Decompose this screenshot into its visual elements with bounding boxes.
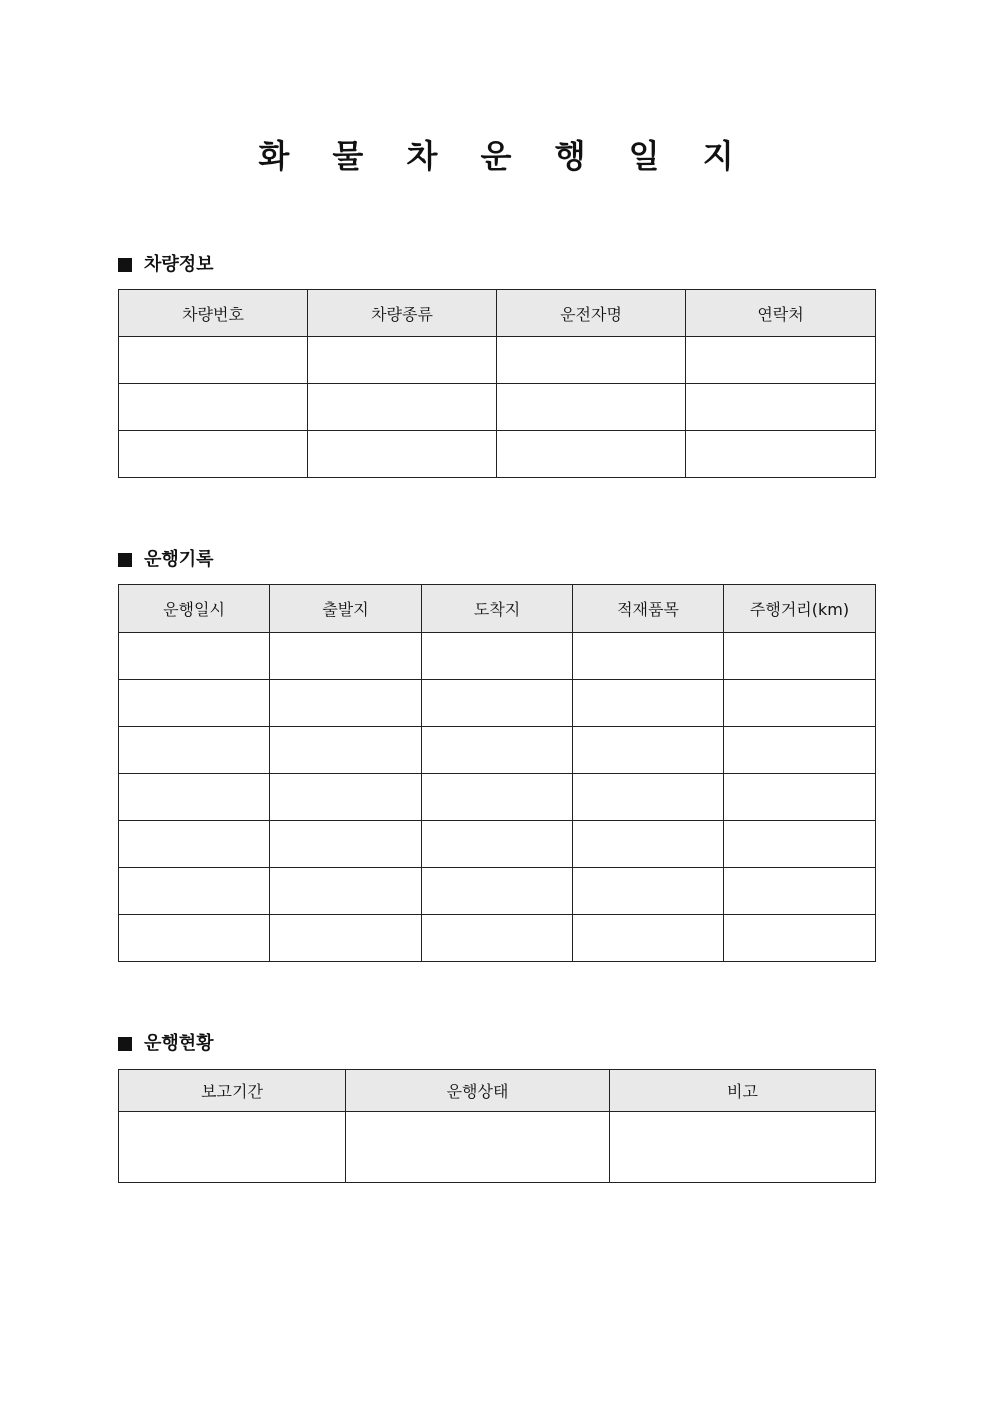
table-cell[interactable] (119, 1112, 346, 1183)
table-cell[interactable] (119, 680, 270, 727)
column-header-report-period: 보고기간 (119, 1070, 346, 1112)
table-cell[interactable] (308, 384, 497, 431)
trip-records-table (118, 584, 876, 962)
table-cell[interactable] (422, 915, 573, 962)
page-title: 화 물 차 운 행 일 지 (258, 137, 750, 175)
vehicle-info-heading-label: 차량정보 (144, 254, 214, 275)
square-bullet-icon (118, 258, 132, 272)
column-header-operation-state: 운행상태 (346, 1070, 610, 1112)
table-cell[interactable] (270, 821, 422, 868)
table-header-row (119, 1070, 876, 1112)
table-row (119, 915, 876, 962)
table-cell[interactable] (119, 821, 270, 868)
vehicle-info-table (118, 289, 876, 478)
table-cell[interactable] (422, 680, 573, 727)
table-row (119, 774, 876, 821)
table-cell[interactable] (573, 633, 724, 680)
table-cell[interactable] (724, 727, 876, 774)
table-cell[interactable] (497, 384, 686, 431)
square-bullet-icon (118, 553, 132, 567)
table-row (119, 633, 876, 680)
vehicle-info-heading (118, 253, 214, 277)
table-cell[interactable] (270, 727, 422, 774)
table-row (119, 680, 876, 727)
table-cell[interactable] (119, 774, 270, 821)
table-cell[interactable] (270, 680, 422, 727)
column-header-trip-datetime: 운행일시 (119, 585, 270, 633)
column-header-driver-name: 운전자명 (497, 290, 686, 337)
table-row (119, 337, 876, 384)
table-row (119, 1112, 876, 1183)
table-cell[interactable] (270, 915, 422, 962)
table-cell[interactable] (346, 1112, 610, 1183)
table-cell[interactable] (686, 431, 876, 478)
table-cell[interactable] (724, 774, 876, 821)
table-cell[interactable] (270, 774, 422, 821)
table-header-row (119, 290, 876, 337)
table-cell[interactable] (308, 431, 497, 478)
table-row (119, 384, 876, 431)
table-cell[interactable] (573, 915, 724, 962)
table-row (119, 431, 876, 478)
column-header-vehicle-number: 차량번호 (119, 290, 308, 337)
table-cell[interactable] (422, 633, 573, 680)
table-cell[interactable] (724, 821, 876, 868)
table-header-row (119, 585, 876, 633)
table-cell[interactable] (119, 337, 308, 384)
table-cell[interactable] (610, 1112, 876, 1183)
table-cell[interactable] (724, 915, 876, 962)
table-cell[interactable] (119, 431, 308, 478)
table-cell[interactable] (119, 633, 270, 680)
table-row (119, 727, 876, 774)
table-cell[interactable] (422, 774, 573, 821)
column-header-distance: 주행거리(km) (724, 585, 876, 633)
table-cell[interactable] (573, 680, 724, 727)
table-cell[interactable] (119, 868, 270, 915)
column-header-cargo: 적재품목 (573, 585, 724, 633)
table-cell[interactable] (573, 821, 724, 868)
table-cell[interactable] (270, 633, 422, 680)
table-cell[interactable] (686, 337, 876, 384)
table-cell[interactable] (724, 633, 876, 680)
square-bullet-icon (118, 1037, 132, 1051)
table-row (119, 821, 876, 868)
column-header-departure: 출발지 (270, 585, 422, 633)
table-cell[interactable] (119, 384, 308, 431)
table-cell[interactable] (497, 337, 686, 384)
table-cell[interactable] (119, 915, 270, 962)
operation-status-heading (118, 1032, 214, 1056)
table-cell[interactable] (308, 337, 497, 384)
table-cell[interactable] (724, 868, 876, 915)
table-cell[interactable] (497, 431, 686, 478)
table-cell[interactable] (422, 727, 573, 774)
trip-records-heading-label: 운행기록 (144, 549, 214, 570)
table-cell[interactable] (573, 868, 724, 915)
table-cell[interactable] (270, 868, 422, 915)
table-cell[interactable] (422, 821, 573, 868)
table-cell[interactable] (724, 680, 876, 727)
table-cell[interactable] (422, 868, 573, 915)
column-header-vehicle-type: 차량종류 (308, 290, 497, 337)
table-cell[interactable] (573, 727, 724, 774)
column-header-remarks: 비고 (610, 1070, 876, 1112)
column-header-destination: 도착지 (422, 585, 573, 633)
operation-status-heading-label: 운행현황 (144, 1033, 214, 1054)
table-cell[interactable] (573, 774, 724, 821)
table-cell[interactable] (686, 384, 876, 431)
table-cell[interactable] (119, 727, 270, 774)
table-row (119, 868, 876, 915)
trip-records-heading (118, 548, 214, 572)
column-header-contact: 연락처 (686, 290, 876, 337)
operation-status-table (118, 1069, 876, 1183)
